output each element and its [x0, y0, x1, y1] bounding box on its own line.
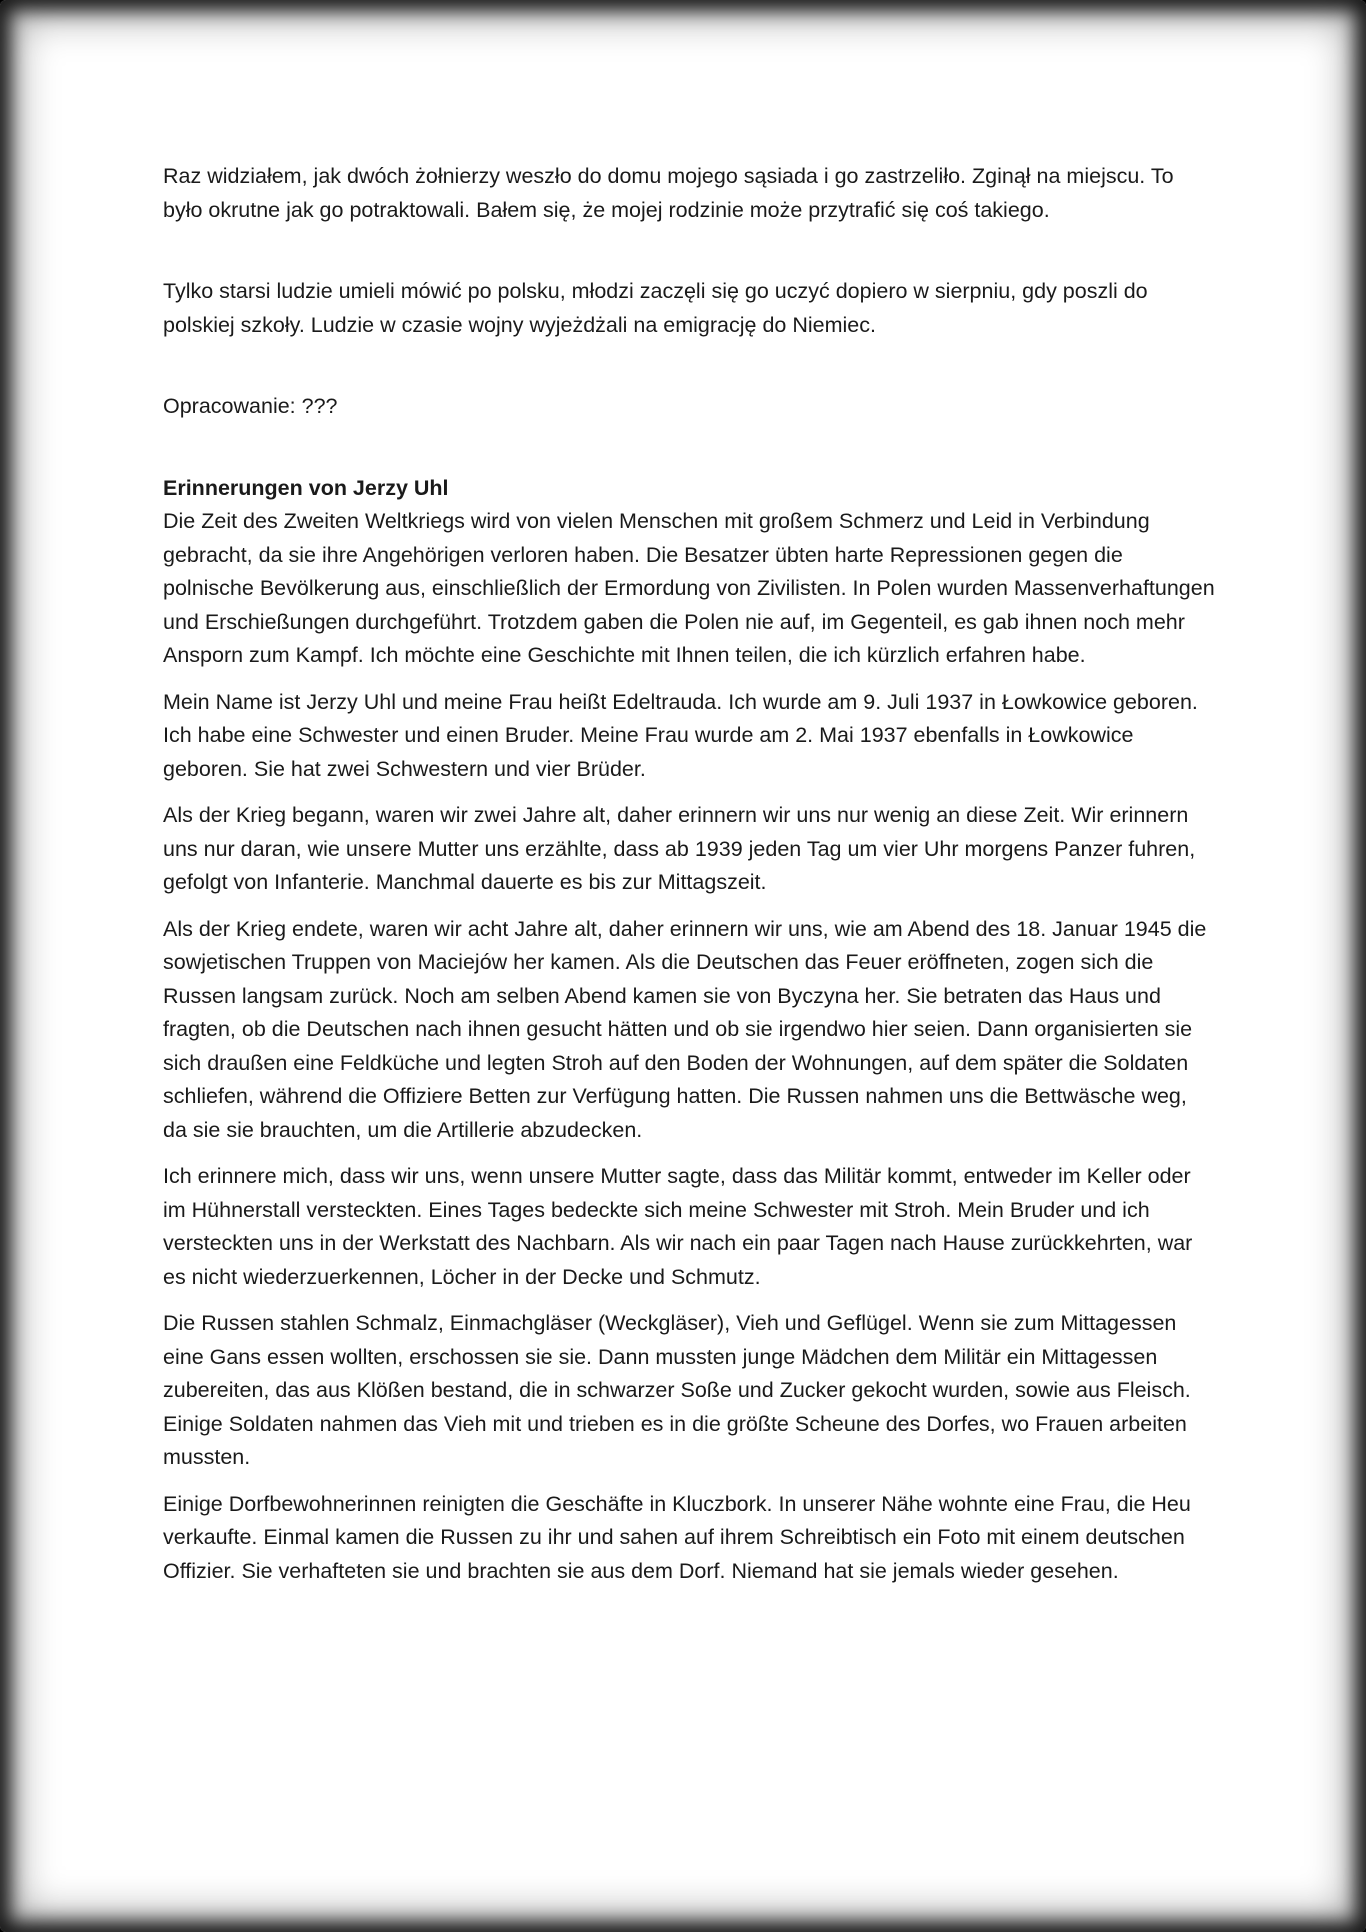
- polish-paragraph-2: Tylko starsi ludzie umieli mówić po polsku, młodzi zaczęli się go uczyć dopiero w sierpniu, gdy poszli do polskiej szkoły. Ludzie w czasie wojny wyjeżdżali na emigrację do Niemiec.: [163, 279, 1148, 337]
- german-paragraph-1: Die Zeit des Zweiten Weltkriegs wird von vielen Menschen mit großem Schmerz und Leid in Verbindung gebracht, da sie ihre Angehörigen verloren haben. Die Besatzer übten harte Repressionen gegen die polnische Bevölkerung aus, einschließlich der Ermordung von Zivilisten. In Polen wurden Massenverhaftungen und Erschießungen durchgeführt. Trotzdem gaben die Polen nie auf, im Gegenteil, es gab ihnen noch mehr Ansporn zum Kampf. Ich möchte eine Geschichte mit Ihnen teilen, die ich kürzlich erfahren habe.: [163, 509, 1215, 667]
- credit-line: Opracowanie: ???: [163, 394, 338, 418]
- german-paragraph-7: Einige Dorfbewohnerinnen reinigten die Geschäfte in Kluczbork. In unserer Nähe wohnte eine Frau, die Heu verkaufte. Einmal kamen die Russen zu ihr und sahen auf ihrem Schreibtisch ein Foto mit einem deutschen Offizier. Sie verhafteten sie und brachten sie aus dem Dorf. Niemand hat sie jemals wieder gesehen.: [163, 1491, 1191, 1583]
- polish-paragraph-1: Raz widziałem, jak dwóch żołnierzy weszło do domu mojego sąsiada i go zastrzeliło. Zginął na miejscu. To było okrutne jak go potraktowali. Bałem się, że mojej rodzinie może przytrafić się coś takiego.: [163, 164, 1174, 222]
- german-paragraph-6: Die Russen stahlen Schmalz, Einmachgläser (Weckgläser), Vieh und Geflügel. Wenn sie zum Mittagessen eine Gans essen wollten, erschossen sie sie. Dann mussten junge Mädchen dem Militär ein Mittagessen zubereiten, das aus Klößen bestand, die in schwarzer Soße und Zucker gekocht wurden, sowie aus Fleisch. Einige Soldaten nahmen das Vieh mit und trieben es in die größte Scheune des Dorfes, wo Frauen arbeiten mussten.: [163, 1311, 1191, 1469]
- german-paragraph-5: Ich erinnere mich, dass wir uns, wenn unsere Mutter sagte, dass das Militär kommt, entweder im Keller oder im Hühnerstall versteckten. Eines Tages bedeckte sich meine Schwester mit Stroh. Mein Bruder und ich versteckten uns in der Werkstatt des Nachbarn. Als wir nach ein paar Tagen nach Hause zurückkehrten, war es nicht wiederzuerkennen, Löcher in der Decke und Schmutz.: [163, 1164, 1193, 1289]
- german-paragraph-4: Als der Krieg endete, waren wir acht Jahre alt, daher erinnern wir uns, wie am Abend des 18. Januar 1945 die sowjetischen Truppen von Maciejów her kamen. Als die Deutschen das Feuer eröffneten, zogen sich die Russen langsam zurück. Noch am selben Abend kamen sie von Byczyna her. Sie betraten das Haus und fragten, ob die Deutschen nach ihnen gesucht hätten und ob sie irgendwo hier seien. Dann organisierten sie sich draußen eine Feldküche und legten Stroh auf den Boden der Wohnungen, auf dem später die Soldaten schliefen, während die Offiziere Betten zur Verfügung hatten. Die Russen nahmen uns die Bettwäsche weg, da sie sie brauchten, um die Artillerie abzudecken.: [163, 916, 1207, 1142]
- section-heading: Erinnerungen von Jerzy Uhl: [163, 475, 449, 500]
- spacer: [163, 424, 1215, 472]
- spacer: [163, 227, 1215, 275]
- german-paragraph-2: Mein Name ist Jerzy Uhl und meine Frau heißt Edeltrauda. Ich wurde am 9. Juli 1937 in Łowkowice geboren. Ich habe eine Schwester und einen Bruder. Meine Frau wurde am 2. Mai 1937 ebenfalls in Łowkowice geboren. Sie hat zwei Schwestern und vier Brüder.: [163, 689, 1198, 781]
- german-paragraph-3: Als der Krieg begann, waren wir zwei Jahre alt, daher erinnern wir uns nur wenig an diese Zeit. Wir erinnern uns nur daran, wie unsere Mutter uns erzählte, dass ab 1939 jeden Tag um vier Uhr morgens Panzer fuhren, gefolgt von Infanterie. Manchmal dauerte es bis zur Mittagszeit.: [163, 803, 1196, 894]
- spacer: [163, 342, 1215, 390]
- document-body: [163, 160, 1215, 1601]
